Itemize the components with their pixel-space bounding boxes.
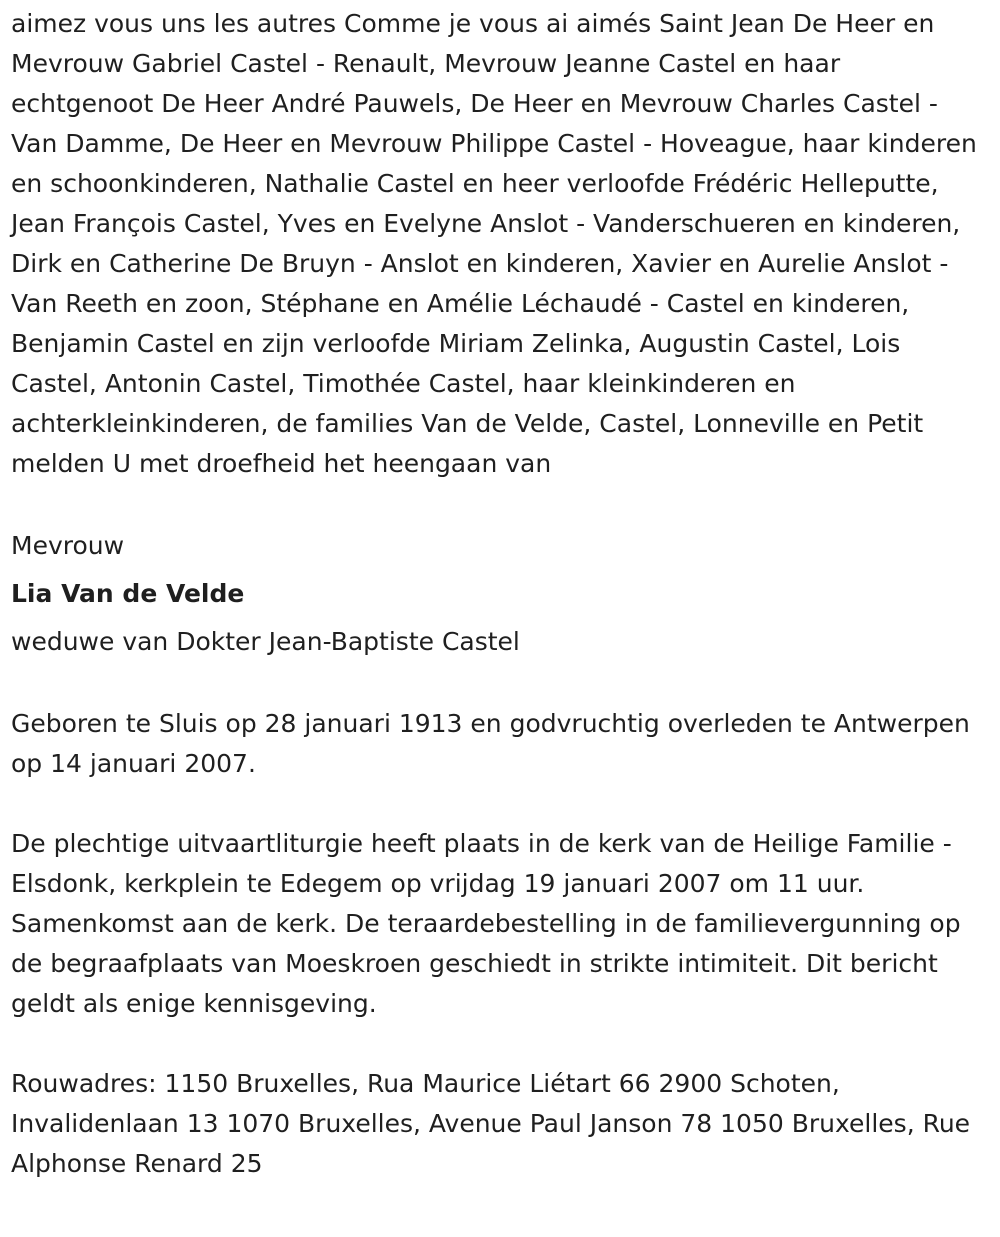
birth-death-text: Geboren te Sluis op 28 januari 1913 en godvruchtig overleden te Antwerpen op 14 januari 2007. [11, 709, 970, 778]
spacer [11, 484, 989, 524]
deceased-relation: weduwe van Dokter Jean-Baptiste Castel [11, 627, 520, 656]
spacer [11, 664, 989, 704]
family-announcement: aimez vous uns les autres Comme je vous ai aimés Saint Jean De Heer en Mevrouw Gabriel Castel - Renault, Mevrouw Jeanne Castel en haar echtgenoot De Heer André Pauwels, De Heer en Mevrouw Charles Castel - Van Damme, De Heer en Mevrouw Philippe Castel - Hoveague, haar kinderen en schoonkinderen, Nathalie Castel en heer verloofde Frédéric Helleputte, Jean François Castel, Yves en Evelyne Anslot - Vanderschueren en kinderen, Dirk en Catherine De Bruyn - Anslot en kinderen, Xavier en Aurelie Anslot - Van Reeth en zoon, Stéphane en Amélie Léchaudé - Castel en kinderen, Benjamin Castel en zijn verloofde Miriam Zelinka, Augustin Castel, Lois Castel, Antonin Castel, Timothée Castel, haar kleinkinderen en achterkleinkinderen, de families Van de Velde, Castel, Lonneville en Petit melden U met droefheid het heengaan van [11, 9, 977, 478]
mourning-address: Rouwadres: 1150 Bruxelles, Rua Maurice Liétart 66 2900 Schoten, Invalidenlaan 13 1070 Bruxelles, Avenue Paul Janson 78 1050 Bruxelles, Rue Alphonse Renard 25 [11, 1069, 971, 1178]
obituary-notice [11, 4, 989, 1184]
deceased-name: Lia Van de Velde [11, 579, 245, 608]
spacer [11, 784, 989, 824]
spacer [11, 1024, 989, 1064]
deceased-title: Mevrouw [11, 531, 125, 560]
funeral-details: De plechtige uitvaartliturgie heeft plaats in de kerk van de Heilige Familie - Elsdonk, kerkplein te Edegem op vrijdag 19 januari 2007 om 11 uur. Samenkomst aan de kerk. De teraardebestelling in de familievergunning op de begraafplaats van Moeskroen geschiedt in strikte intimiteit. Dit bericht geldt als enige kennisgeving. [11, 829, 961, 1018]
